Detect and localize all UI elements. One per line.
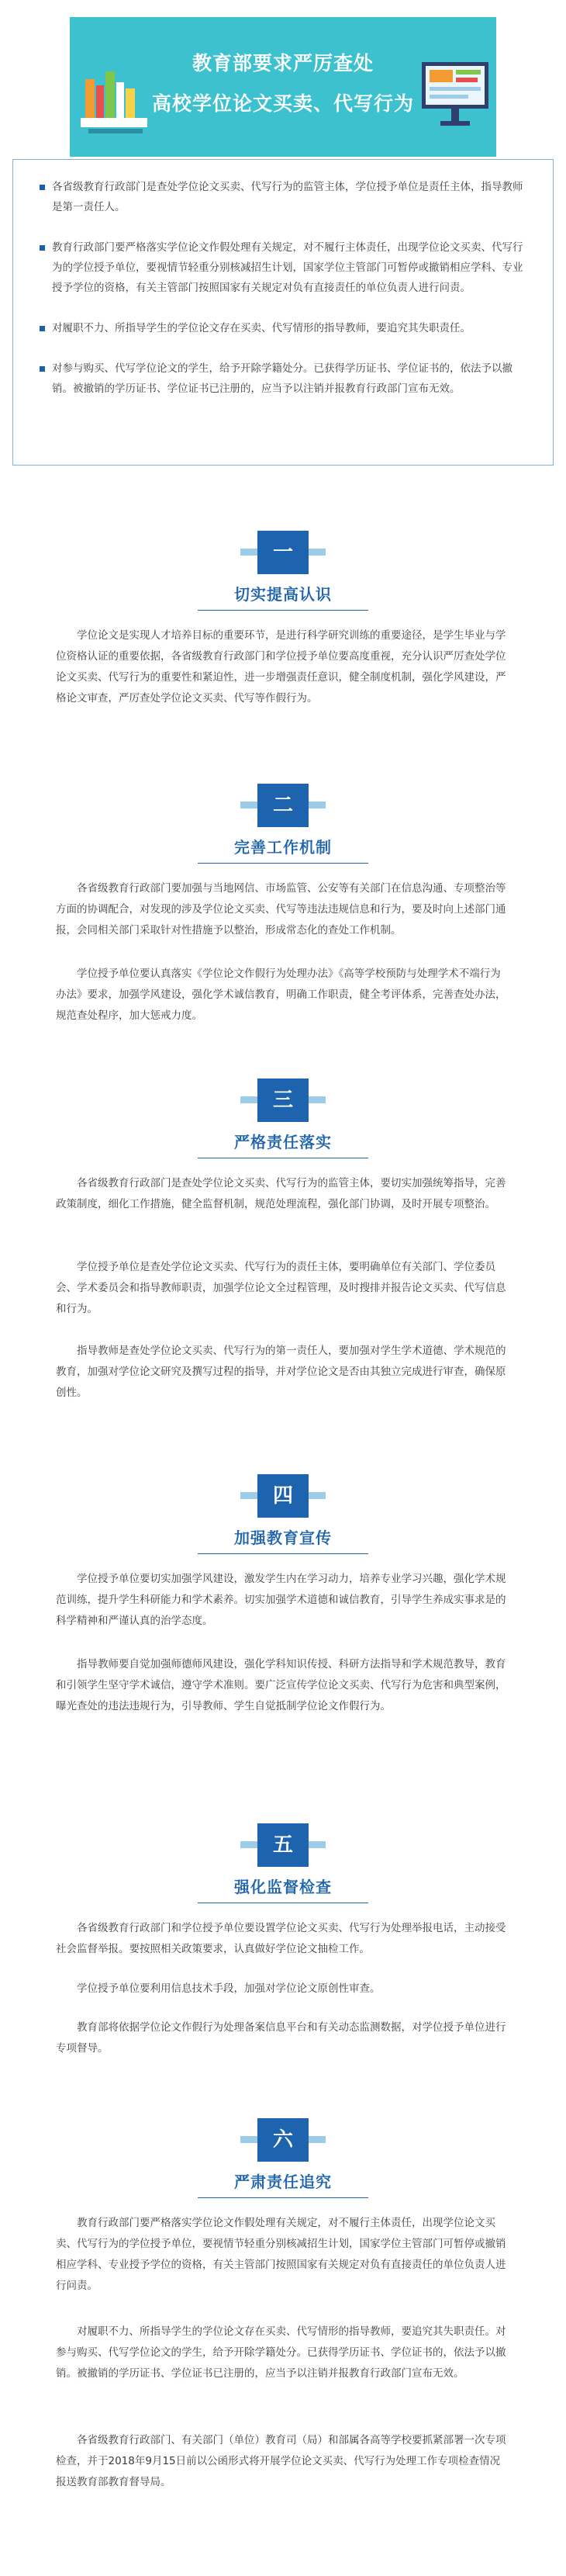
section-number-badge bbox=[257, 1823, 309, 1867]
section-number-badge bbox=[257, 784, 309, 827]
square-bullet-icon bbox=[40, 185, 45, 190]
summary-text: 对参与购买、代写学位论文的学生，给予开除学籍处分。已获得学历证书、学位证书的，依法予以撤销。被撤销的学历证书、学位证书已注册的，应当予以注销并报教育行政部门宣布无效。 bbox=[52, 362, 513, 395]
section-paragraph: 各省级教育行政部门是查处学位论文买卖、代写行为的监管主体，要切实加强统筹指导，完善政策制度，细化工作措施，健全监督机制，规范处理流程，强化部门协调，及时开展专项整治。 bbox=[56, 1177, 506, 1210]
section-paragraph: 指导教师要自觉加强师德师风建设，强化学科知识传授、科研方法指导和学术规范教导，教育和引领学生坚守学术诚信，遵守学术准则。要广泛宣传学位论文买卖、代写行为危害和典型案例，曝光查处的违法违规行为，引导教师、学生自觉抵制学位论文作假行为。 bbox=[56, 1658, 506, 1712]
section-number-badge bbox=[257, 1079, 309, 1122]
summary-text: 教育行政部门要严格落实学位论文作假处理有关规定，对不履行主体责任，出现学位论文买卖、代写行为的学位授予单位，要视情节轻重分别核减招生计划，国家学位主管部门可暂停或撤销相应学科、专业授予学位的资格，有关主管部门按照国家有关规定对负有直接责任的单位负责人进行问责。 bbox=[52, 241, 523, 294]
section-paragraph: 各省级教育行政部门要加强与当地网信、市场监管、公安等有关部门在信息沟通、专项整治等方面的协调配合，对发现的涉及学位论文买卖、代写等违法违规信息和行为，要及时向上述部门通报，会同相关部门采取针对性措施予以整治，形成常态化的查处工作机制。 bbox=[56, 882, 506, 937]
square-bullet-icon bbox=[40, 326, 45, 331]
section-3 bbox=[0, 1079, 566, 1497]
section-paragraph: 指导教师是查处学位论文买卖、代写行为的第一责任人，要加强对学生学术道德、学术规范的教育，加强对学位论文研究及撰写过程的指导，并对学位论文是否由其独立完成进行审查，确保原创性。 bbox=[56, 1345, 506, 1399]
summary-text: 对履职不力、所指导学生的学位论文存在买卖、代写情形的指导教师，要追究其失职责任。 bbox=[52, 322, 471, 334]
section-number: 五 bbox=[272, 1833, 293, 1857]
section-paragraph: 各省级教育行政部门和学位授予单位要设置学位论文买卖、代写行为处理举报电话，主动接受社会监督举报。要按照相关政策要求，认真做好学位论文抽检工作。 bbox=[56, 1922, 506, 1955]
section-paragraph: 学位论文是实现人才培养目标的重要环节，是进行科学研究训练的重要途径，是学生毕业与学位资格认证的重要依据，各省级教育行政部门和学位授予单位要高度重视，充分认识严厉查处学位论文买卖、代写行为的重要性和紧迫性，进一步增强责任意识，健全制度机制，强化学风建设，严格论文审查，严厉查处学位论文买卖、代写等作假行为。 bbox=[56, 629, 506, 705]
section-title: 严格责任落实 bbox=[234, 1133, 332, 1151]
section-number: 一 bbox=[272, 541, 293, 564]
header-banner bbox=[70, 17, 496, 157]
summary-text: 各省级教育行政部门是查处学位论文买卖、代写行为的监管主体，学位授予单位是责任主体，指导教师是第一责任人。 bbox=[52, 181, 523, 213]
section-title: 严肃责任追究 bbox=[234, 2173, 332, 2191]
banner-title-line2: 高校学位论文买卖、代写行为 bbox=[151, 92, 414, 115]
section-number: 四 bbox=[272, 1484, 293, 1508]
section-paragraph: 学位授予单位是查处学位论文买卖、代写行为的责任主体，要明确单位有关部门、学位委员会、学术委员会和指导教师职责，加强学位论文全过程管理，及时搜排并报告论文买卖、代写信息和行为。 bbox=[56, 1261, 506, 1315]
section-title: 强化监督检查 bbox=[234, 1878, 332, 1896]
section-paragraph: 教育行政部门要严格落实学位论文作假处理有关规定，对不履行主体责任，出现学位论文买卖、代写行为的学位授予单位，要视情节轻重分别核减招生计划，国家学位主管部门可暂停或撤销相应学科、专业授予学位的资格，有关主管部门按照国家有关规定对负有直接责任的单位负责人进行问责。 bbox=[56, 2217, 506, 2292]
section-paragraph: 学位授予单位要切实加强学风建设，激发学生内在学习动力，培养专业学习兴趣，强化学术规范训练，提升学生科研能力和学术素养。切实加强学术道德和诚信教育，引导学生养成实事求是的科学精神和严谨认真的治学态度。 bbox=[56, 1573, 506, 1627]
section-4 bbox=[0, 1474, 566, 1816]
section-title: 切实提高认识 bbox=[234, 585, 332, 604]
section-1 bbox=[0, 531, 566, 787]
summary-item bbox=[40, 318, 526, 338]
section-number: 三 bbox=[272, 1089, 293, 1112]
title-underline bbox=[198, 863, 368, 864]
section-number: 二 bbox=[272, 794, 293, 817]
title-underline bbox=[198, 1553, 368, 1554]
section-paragraph: 教育部将依据学位论文作假行为处理备案信息平台和有关动态监测数据，对学位授予单位进行专项督导。 bbox=[56, 2021, 506, 2055]
section-5 bbox=[0, 1823, 566, 2149]
section-title: 完善工作机制 bbox=[234, 838, 332, 857]
section-paragraph: 学位授予单位要认真落实《学位论文作假行为处理办法》《高等学校预防与处理学术不端行为办法》要求，加强学风建设，强化学术诚信教育，明确工作职责，健全考评体系，完善查处办法，规范查处程序，加大惩戒力度。 bbox=[56, 968, 506, 1022]
section-number-badge bbox=[257, 531, 309, 574]
square-bullet-icon bbox=[40, 366, 45, 372]
summary-box bbox=[12, 159, 554, 466]
section-paragraph: 学位授予单位要利用信息技术手段，加强对学位论文原创性审查。 bbox=[77, 1982, 381, 1995]
section-number-badge bbox=[257, 1474, 309, 1518]
section-number-badge bbox=[257, 2118, 309, 2162]
banner-title-line1: 教育部要求严厉查处 bbox=[192, 52, 374, 74]
section-paragraph: 对履职不力、所指导学生的学位论文存在买卖、代写情形的指导教师，要追究其失职责任。对参与购买、代写学位论文的学生，给予开除学籍处分。已获得学历证书、学位证书的，依法予以撤销。被撤销的学历证书、学位证书已注册的，应当予以注销并报教育行政部门宣布无效。 bbox=[56, 2325, 506, 2380]
summary-item bbox=[40, 237, 526, 298]
section-2 bbox=[0, 784, 566, 1117]
section-6 bbox=[0, 2118, 566, 2576]
title-underline bbox=[198, 610, 368, 611]
section-title: 加强教育宣传 bbox=[234, 1529, 332, 1547]
section-number: 六 bbox=[272, 2128, 293, 2152]
section-paragraph: 各省级教育行政部门、有关部门（单位）教育司（局）和部属各高等学校要抓紧部署一次专项检查，并于2018年9月15日前以公函形式将开展学位论文买卖、代写行为处理工作专项检查情况报送教育部教育督导局。 bbox=[56, 2434, 506, 2488]
summary-item bbox=[40, 177, 526, 217]
title-underline bbox=[198, 2197, 368, 2198]
summary-item bbox=[40, 358, 526, 399]
square-bullet-icon bbox=[40, 245, 45, 251]
